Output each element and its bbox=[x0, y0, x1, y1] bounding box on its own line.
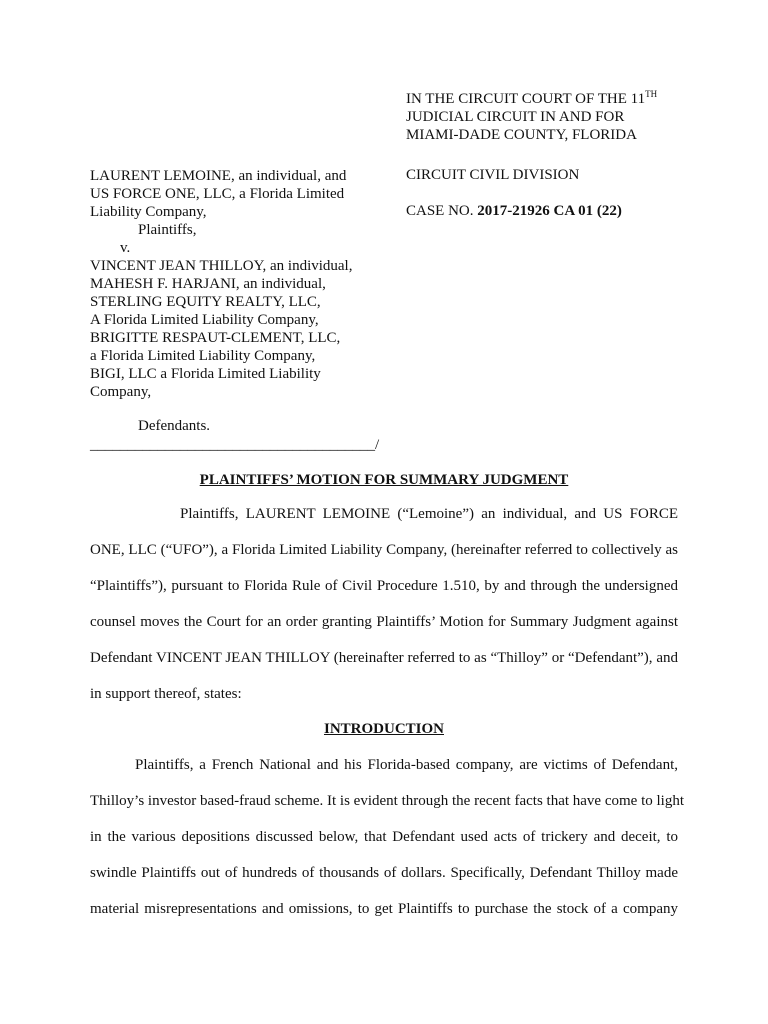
defendant-line: BRIGITTE RESPAUT-CLEMENT, LLC, bbox=[90, 330, 341, 346]
paragraph-line: Thilloy’s investor based-fraud scheme. It is evident through the recent facts that have come to light bbox=[90, 793, 684, 809]
ordinal-suffix: TH bbox=[645, 89, 658, 99]
paragraph-line: in the various depositions discussed below, that Defendant used acts of trickery and deceit, to bbox=[90, 829, 678, 845]
court-line-3: MIAMI-DADE COUNTY, FLORIDA bbox=[406, 127, 637, 143]
motion-title: PLAINTIFFS’ MOTION FOR SUMMARY JUDGMENT bbox=[199, 472, 569, 488]
paragraph-line: “Plaintiffs”), pursuant to Florida Rule of Civil Procedure 1.510, by and through the undersigned bbox=[90, 578, 678, 594]
defendant-line: a Florida Limited Liability Company, bbox=[90, 348, 316, 364]
section-heading: INTRODUCTION bbox=[323, 721, 444, 737]
paragraph-line: material misrepresentations and omissions, to get Plaintiffs to purchase the stock of a company bbox=[90, 901, 678, 917]
defendant-line: VINCENT JEAN THILLOY, an individual, bbox=[90, 258, 353, 274]
paragraph-line: Plaintiffs, a French National and his Florida-based company, are victims of Defendant, bbox=[135, 757, 678, 773]
plaintiff-line: Liability Company, bbox=[90, 204, 207, 220]
paragraph-line: ONE, LLC (“UFO”), a Florida Limited Liability Company, (hereinafter referred to collectively as bbox=[90, 542, 678, 558]
court-name: IN THE CIRCUIT COURT OF THE 11 bbox=[406, 91, 646, 107]
case-prefix: CASE NO. bbox=[406, 203, 478, 219]
defendant-line: A Florida Limited Liability Company, bbox=[90, 312, 319, 328]
case-number-value: 2017-21926 CA 01 (22) bbox=[477, 203, 622, 219]
defendants-label: Defendants. bbox=[138, 418, 211, 434]
versus-label: v. bbox=[120, 240, 131, 256]
plaintiff-line: US FORCE ONE, LLC, a Florida Limited bbox=[90, 186, 345, 202]
case-number bbox=[406, 203, 622, 220]
plaintiffs-label: Plaintiffs, bbox=[138, 222, 197, 238]
caption-rule: ______________________________________/ bbox=[90, 437, 380, 453]
paragraph-line: counsel moves the Court for an order granting Plaintiffs’ Motion for Summary Judgment against bbox=[90, 614, 678, 630]
parties-block bbox=[90, 167, 390, 401]
paragraph-line: Defendant VINCENT JEAN THILLOY (hereinafter referred to as “Thilloy” or “Defendant”), and bbox=[90, 650, 678, 666]
defendant-line: Company, bbox=[90, 384, 152, 400]
defendant-line: MAHESH F. HARJANI, an individual, bbox=[90, 276, 326, 292]
plaintiff-line: LAURENT LEMOINE, an individual, and bbox=[90, 168, 347, 184]
division-label: CIRCUIT CIVIL DIVISION bbox=[406, 167, 580, 183]
court-line-1 bbox=[406, 90, 657, 108]
paragraph-line: swindle Plaintiffs out of hundreds of thousands of dollars. Specifically, Defendant Thilloy made bbox=[90, 865, 678, 881]
defendant-line: BIGI, LLC a Florida Limited Liability bbox=[90, 366, 321, 382]
paragraph-line: in support thereof, states: bbox=[90, 686, 242, 702]
court-caption bbox=[406, 90, 657, 144]
court-line-2: JUDICIAL CIRCUIT IN AND FOR bbox=[406, 109, 625, 125]
defendant-line: STERLING EQUITY REALTY, LLC, bbox=[90, 294, 321, 310]
paragraph-line: Plaintiffs, LAURENT LEMOINE (“Lemoine”) an individual, and US FORCE bbox=[180, 506, 678, 522]
